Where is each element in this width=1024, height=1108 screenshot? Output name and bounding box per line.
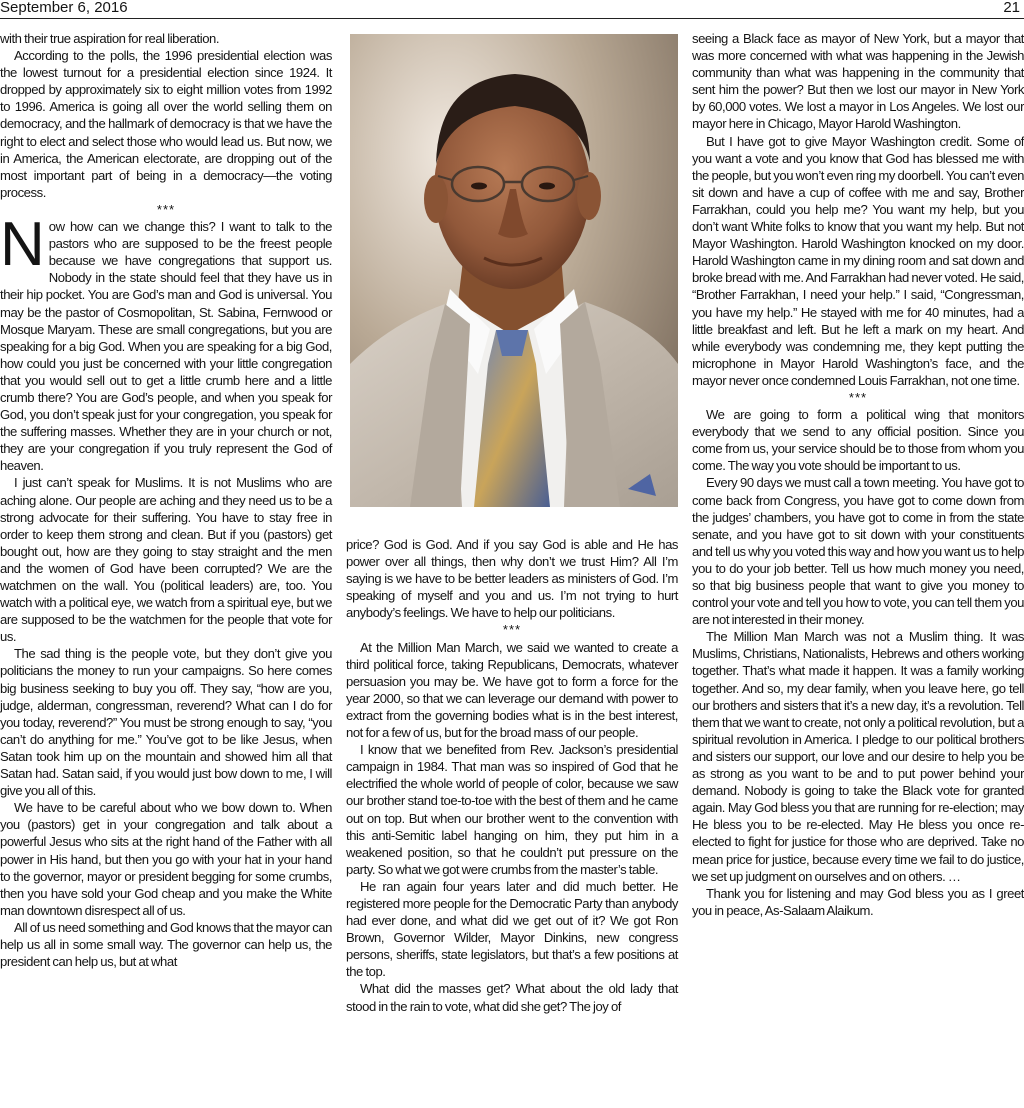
issue-date: September 6, 2016	[0, 0, 128, 16]
paragraph-text: ow how can we change this? I want to talk to the pastors who are supposed to be the freest people because we have congregations that support us. Nobody in the state should feel that they have us in their hip pocket. You are God’s man and God is universal. You may be the pastor of Cosmopolitan, St. Sabina, Fernwood or Mosque Maryam. These are small congregations, but you are speaking for a big God. When you are speaking for a big God, how could you just be concerned with your little congregation that you would sell out to get a little crumb here and a little crumb there? You are God’s people, and when you speak for God, you don’t speak just for your congregation, you speak for the suffering masses. Whether they are in your church or not, they are your congregation if you truly represent the God of heaven.	[0, 219, 332, 474]
paragraph: I know that we benefited from Rev. Jackson’s presidential campaign in 1984. That man was so inspired of God that he electrified the whole world of people of color, because we saw our brother stand toe-to-toe with the best of them and he came out on top. But when our brother went to the convention with this anti-Semitic label hanging on him, they put him in a weakened position, so that he couldn’t put pressure on the party. So what we got were crumbs from the master’s table.	[346, 742, 678, 877]
page-number: 21	[1003, 0, 1020, 16]
paragraph: We have to be careful about who we bow down to. When you (pastors) get in your congregation and talk about a powerful Jesus who sits at the right hand of the Father with all power in His hand, but then you go with your hat in your hand to the governor, mayor or president begging for some crumbs, then you have sold your God cheap and you make the White man downtown disrespect all of us.	[0, 800, 332, 918]
paragraph: The Million Man March was not a Muslim thing. It was Muslims, Christians, Nationalists, Hebrews and others working together. That’s what made it happen. It was a family working together. And so, my dear family, when you leave here, go tell our brothers and sisters that it’s a new day, it’s a revolution. Tell them that we want to create, not only a political revolution, but a spiritual revolution in America. I pledge to our political brothers and sisters our support, our love and our desire to help you be as strong as you want to be and to put power behind your demand. Nobody is going to take the Black vote for granted again. May God bless you that are running for re-election; may He bless you to be re-elected. May He bless you once re-elected to fight for justice for those who are deprived. Take no mean price for justice, because every time we fail to do justice, we set up judgment on ourselves and on others. …	[692, 629, 1024, 884]
section-separator: ***	[502, 622, 522, 638]
paragraph: What did the masses get? What about the old lady that stood in the rain to vote, what did she get? The joy of	[346, 981, 678, 1014]
paragraph: All of us need something and God knows that the mayor can help us all in some small way. The governor can help us, the president can help us, but at what	[0, 919, 332, 970]
paragraph: I just can’t speak for Muslims. It is not Muslims who are aching alone. Our people are aching and they need us to be a strong advocate for their suffering. You have to stay free in order to keep them strong and clean. But if you (pastors) get bought out, how are they going to stay straight and the men and the women of God have been corrupted? We are the watchmen on the wall. You (political leaders) are, too. You watch with a political eye, we watch from a spiritual eye, but we are supposed to be the watchmen for the people that vote for us.	[0, 475, 332, 645]
drop-cap: N	[0, 210, 45, 280]
paragraph: seeing a Black face as mayor of New York, but a mayor that was more concerned with what was happening in the Jewish community than what was happening in the community that sent him the power? But then we lost our mayor in New York by 60,000 votes. We lost a mayor in Los Angeles. We lost our mayor here in Chicago, Mayor Harold Washington.	[692, 31, 1024, 132]
article-column-1	[0, 30, 332, 970]
paragraph	[0, 210, 332, 474]
portrait-illustration	[350, 34, 678, 507]
paragraph: He ran again four years later and did much better. He registered more people for the Democratic Party than anybody had ever done, and what did we get out of it? We got Ron Brown, Governor Wilder, Mayor Dinkins, new congress persons, sheriffs, state legislators, but that’s a few positions at the top.	[346, 878, 678, 980]
section-separator: ***	[848, 389, 868, 405]
article-column-2	[346, 536, 678, 1015]
paragraph: According to the polls, the 1996 presidential election was the lowest turnout for a presidential election since 1924. It dropped by approximately six to eight million votes from 1992 to 1996. America is going all over the world selling them on democracy, and the hallmark of democracy is that we have the right to elect and select those who would lead us. But now, we in America, the American electorate, are dropping out of the most important part of being in a democracy—the voting process.	[0, 48, 332, 200]
paragraph: At the Million Man March, we said we wanted to create a third political force, taking Republicans, Democrats, whatever persuasion you may be. We have got to form a force for the year 2000, so that we can leverage our demand with power to extract from the governing bodies what is in the best interest, not for a few of us, but for the broad mass of our people.	[346, 639, 678, 741]
article-column-3	[692, 30, 1024, 919]
paragraph: Every 90 days we must call a town meeting. You have got to come back from Congress, you have got to come down from the judges’ chambers, you have got to come in from the state senate, and you have got to sit down with your constituents and tell us why you voted this way and how you want us to help you to do your job better. Tell us how much money you need, so that big business people that want to give you money to control your vote and tell you how to vote, you can tell them you are not interested in their money.	[692, 475, 1024, 628]
paragraph: with their true aspiration for real liberation.	[0, 31, 220, 46]
paragraph: The sad thing is the people vote, but they don’t give you politicians the money to run your campaigns. So here comes big business seeking to buy you off. They say, “how are you, judge, alderman, congressman, reverend? What can I do for you today, reverend?” You must be strong enough to say, “you can’t do anything for me.” You’ve got to be like Jesus, when Satan took him up on the mountain and showed him all that Satan had. Satan said, if you would just bow down to me, I will give you all of this.	[0, 646, 332, 799]
paragraph: We are going to form a political wing that monitors everybody that we send to any official position. Since you come from us, your service should be to those from whom you come. The way you vote should be important to us.	[692, 407, 1024, 474]
section-separator: ***	[156, 201, 176, 217]
portrait-photo	[350, 34, 678, 507]
page-header	[0, 0, 1024, 19]
paragraph: price? God is God. And if you say God is able and He has power over all things, then why don’t we trust Him? All I’m saying is we have to be better leaders as ministers of God. I’m speaking of myself and you and us. I’m not trying to hurt anybody’s feelings. We have to help our politicians.	[346, 537, 678, 621]
paragraph: But I have got to give Mayor Washington credit. Some of you want a vote and you know that God has blessed me with the people, but you won’t even ring my doorbell. You can’t even sit down and have a cup of coffee with me and say, Brother Farrakhan, could you help me? You want my help, but you don’t want White folks to know that you want my help. But not Mayor Washington. Harold Washington knocked on my door. Harold Washington came in my dining room and sat down and broke bread with me. And Farrakhan had never voted. He said, “Brother Farrakhan, I need your help.” I said, “Congressman, you have my help.” He stayed with me for 40 minutes, had a little breakfast and left. But he left a mark on my heart. And while everybody was condemning me, they kept putting the microphone in Mayor Harold Washington’s face, and the mayor never once condemned Louis Farrakhan, not one time.	[692, 133, 1024, 388]
paragraph: Thank you for listening and may God bless you as I greet you in peace, As-Salaam Alaikum.	[692, 885, 1024, 918]
